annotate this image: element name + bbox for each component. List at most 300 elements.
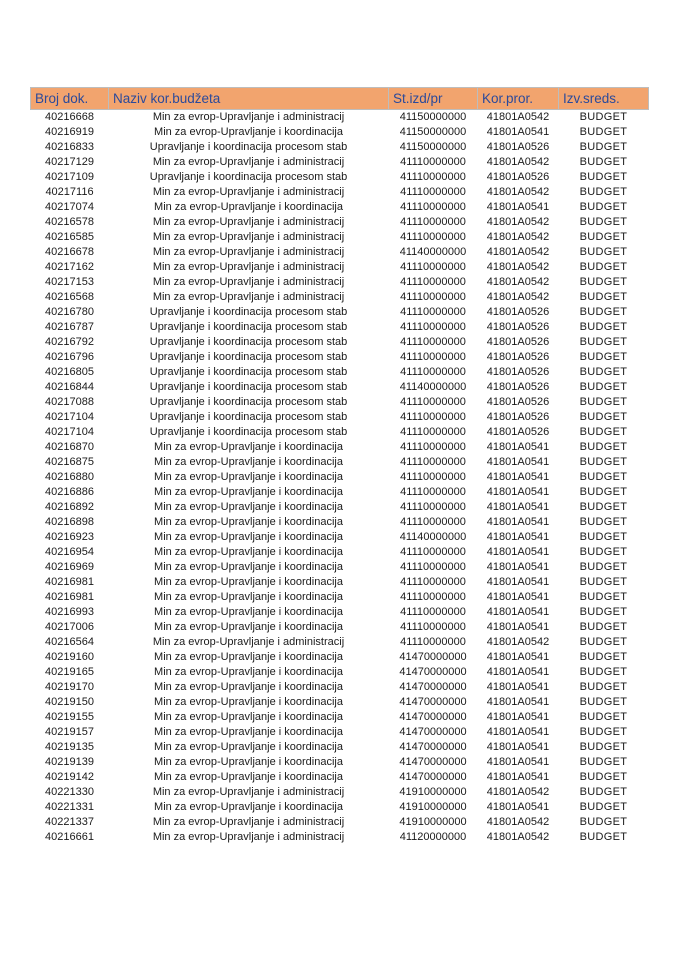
table-row[interactable]: [31, 560, 649, 575]
cell-broj-dok: 40217109: [45, 171, 94, 183]
cell-naziv-kor-budzeta: Min za evrop-Upravljanje i koordinacija: [154, 801, 343, 813]
cell-naziv-kor-budzeta: Min za evrop-Upravljanje i administracij: [152, 111, 345, 123]
cell-broj-dok: 40216875: [45, 456, 94, 468]
cell-naziv-kor-budzeta: Upravljanje i koordinacija procesom stab: [149, 381, 348, 393]
cell-st-izd-pr: 41140000000: [399, 246, 467, 258]
table-row[interactable]: [31, 785, 649, 800]
table-row[interactable]: [31, 335, 649, 350]
cell-broj-dok: 40216981: [45, 591, 94, 603]
cell-naziv-kor-budzeta: Upravljanje i koordinacija procesom stab: [149, 396, 348, 408]
cell-izv-sreds: BUDGET: [579, 786, 628, 798]
cell-naziv-kor-budzeta: Upravljanje i koordinacija procesom stab: [149, 411, 348, 423]
cell-naziv-kor-budzeta: Upravljanje i koordinacija procesom stab: [149, 306, 348, 318]
cell-st-izd-pr: 41110000000: [400, 201, 466, 213]
cell-izv-sreds: BUDGET: [579, 336, 628, 348]
cell-st-izd-pr: 41110000000: [400, 231, 466, 243]
cell-kor-pror: 41801A0541: [486, 576, 550, 588]
table-row[interactable]: [31, 395, 649, 410]
cell-st-izd-pr: 41110000000: [400, 186, 466, 198]
cell-kor-pror: 41801A0526: [486, 366, 550, 378]
cell-kor-pror: 41801A0541: [486, 486, 550, 498]
table-row[interactable]: [31, 200, 649, 215]
cell-izv-sreds: BUDGET: [579, 366, 628, 378]
cell-kor-pror: 41801A0541: [486, 531, 550, 543]
cell-kor-pror: 41801A0541: [486, 516, 550, 528]
cell-izv-sreds: BUDGET: [579, 486, 628, 498]
table-row[interactable]: [31, 455, 649, 470]
cell-izv-sreds: BUDGET: [579, 276, 628, 288]
cell-naziv-kor-budzeta: Min za evrop-Upravljanje i koordinacija: [154, 456, 343, 468]
cell-naziv-kor-budzeta: Min za evrop-Upravljanje i administracij: [152, 231, 345, 243]
cell-st-izd-pr: 41150000000: [399, 126, 467, 138]
cell-kor-pror: 41801A0526: [486, 351, 550, 363]
table-row[interactable]: [31, 425, 649, 440]
budget-documents-table: [30, 87, 649, 845]
table-row[interactable]: [31, 500, 649, 515]
cell-izv-sreds: BUDGET: [579, 831, 628, 843]
cell-broj-dok: 40216787: [45, 321, 94, 333]
column-header-naziv-kor-budzeta[interactable]: Naziv kor.budžeta: [109, 88, 389, 110]
cell-st-izd-pr: 41140000000: [399, 531, 467, 543]
cell-izv-sreds: BUDGET: [579, 381, 628, 393]
cell-st-izd-pr: 41470000000: [399, 681, 467, 693]
cell-izv-sreds: BUDGET: [579, 141, 628, 153]
cell-izv-sreds: BUDGET: [579, 156, 628, 168]
column-header-kor-pror[interactable]: Kor.pror.: [478, 88, 559, 110]
cell-naziv-kor-budzeta: Min za evrop-Upravljanje i koordinacija: [154, 651, 343, 663]
table-row[interactable]: [31, 275, 649, 290]
table-header-row: [31, 88, 649, 110]
cell-izv-sreds: BUDGET: [579, 396, 628, 408]
cell-st-izd-pr: 41110000000: [400, 546, 466, 558]
cell-naziv-kor-budzeta: Min za evrop-Upravljanje i koordinacija: [154, 696, 343, 708]
table-row[interactable]: [31, 305, 649, 320]
cell-st-izd-pr: 41470000000: [399, 696, 467, 708]
cell-izv-sreds: BUDGET: [579, 606, 628, 618]
cell-broj-dok: 40216796: [45, 351, 94, 363]
column-header-izv-sreds[interactable]: Izv.sreds.: [559, 88, 649, 110]
cell-kor-pror: 41801A0541: [486, 456, 550, 468]
cell-st-izd-pr: 41910000000: [399, 801, 467, 813]
cell-izv-sreds: BUDGET: [579, 216, 628, 228]
cell-kor-pror: 41801A0541: [486, 591, 550, 603]
cell-broj-dok: 40216919: [45, 126, 94, 138]
cell-izv-sreds: BUDGET: [579, 321, 628, 333]
cell-izv-sreds: BUDGET: [579, 471, 628, 483]
cell-broj-dok: 40219155: [45, 711, 94, 723]
cell-naziv-kor-budzeta: Upravljanje i koordinacija procesom stab: [149, 171, 348, 183]
cell-kor-pror: 41801A0542: [486, 186, 550, 198]
cell-st-izd-pr: 41120000000: [399, 831, 467, 843]
cell-kor-pror: 41801A0541: [486, 621, 550, 633]
cell-broj-dok: 40216886: [45, 486, 94, 498]
table-row[interactable]: [31, 215, 649, 230]
cell-izv-sreds: BUDGET: [579, 531, 628, 543]
cell-st-izd-pr: 41110000000: [400, 606, 466, 618]
cell-st-izd-pr: 41110000000: [400, 486, 466, 498]
table-row[interactable]: [31, 545, 649, 560]
table-row[interactable]: [31, 245, 649, 260]
table-row[interactable]: [31, 800, 649, 815]
cell-kor-pror: 41801A0541: [486, 471, 550, 483]
cell-kor-pror: 41801A0541: [486, 711, 550, 723]
cell-kor-pror: 41801A0541: [486, 126, 550, 138]
cell-izv-sreds: BUDGET: [579, 501, 628, 513]
cell-izv-sreds: BUDGET: [579, 186, 628, 198]
cell-naziv-kor-budzeta: Min za evrop-Upravljanje i koordinacija: [154, 561, 343, 573]
cell-st-izd-pr: 41110000000: [400, 261, 466, 273]
table-row[interactable]: [31, 830, 649, 845]
cell-izv-sreds: BUDGET: [579, 441, 628, 453]
cell-izv-sreds: BUDGET: [579, 261, 628, 273]
cell-kor-pror: 41801A0541: [486, 441, 550, 453]
cell-naziv-kor-budzeta: Upravljanje i koordinacija procesom stab: [149, 351, 348, 363]
cell-st-izd-pr: 41110000000: [400, 501, 466, 513]
cell-kor-pror: 41801A0526: [486, 396, 550, 408]
table-row[interactable]: [31, 710, 649, 725]
cell-naziv-kor-budzeta: Min za evrop-Upravljanje i administracij: [152, 156, 345, 168]
cell-naziv-kor-budzeta: Upravljanje i koordinacija procesom stab: [149, 141, 348, 153]
cell-st-izd-pr: 41110000000: [400, 306, 466, 318]
cell-broj-dok: 40216870: [45, 441, 94, 453]
cell-naziv-kor-budzeta: Min za evrop-Upravljanje i koordinacija: [154, 771, 343, 783]
table-row[interactable]: [31, 320, 649, 335]
cell-st-izd-pr: 41110000000: [400, 561, 466, 573]
cell-naziv-kor-budzeta: Min za evrop-Upravljanje i administracij: [152, 636, 345, 648]
table-row[interactable]: [31, 485, 649, 500]
cell-izv-sreds: BUDGET: [579, 171, 628, 183]
cell-st-izd-pr: 41110000000: [400, 516, 466, 528]
cell-broj-dok: 40219139: [45, 756, 94, 768]
cell-naziv-kor-budzeta: Min za evrop-Upravljanje i koordinacija: [154, 741, 343, 753]
table-header: [31, 88, 649, 110]
table-row[interactable]: [31, 470, 649, 485]
cell-izv-sreds: BUDGET: [579, 681, 628, 693]
cell-st-izd-pr: 41150000000: [399, 141, 467, 153]
cell-st-izd-pr: 41110000000: [400, 636, 466, 648]
cell-kor-pror: 41801A0541: [486, 501, 550, 513]
cell-izv-sreds: BUDGET: [579, 111, 628, 123]
cell-izv-sreds: BUDGET: [579, 291, 628, 303]
table-row[interactable]: [31, 620, 649, 635]
cell-kor-pror: 41801A0542: [486, 816, 550, 828]
cell-izv-sreds: BUDGET: [579, 561, 628, 573]
cell-izv-sreds: BUDGET: [579, 231, 628, 243]
cell-st-izd-pr: 41110000000: [400, 291, 466, 303]
cell-broj-dok: 40221337: [45, 816, 94, 828]
cell-naziv-kor-budzeta: Min za evrop-Upravljanje i koordinacija: [154, 756, 343, 768]
cell-st-izd-pr: 41110000000: [400, 411, 466, 423]
cell-naziv-kor-budzeta: Min za evrop-Upravljanje i koordinacija: [154, 711, 343, 723]
cell-izv-sreds: BUDGET: [579, 651, 628, 663]
cell-kor-pror: 41801A0542: [486, 786, 550, 798]
cell-broj-dok: 40217116: [45, 186, 94, 198]
cell-izv-sreds: BUDGET: [579, 426, 628, 438]
cell-st-izd-pr: 41110000000: [400, 336, 466, 348]
cell-broj-dok: 40216993: [45, 606, 94, 618]
table-row[interactable]: [31, 170, 649, 185]
cell-broj-dok: 40216969: [45, 561, 94, 573]
cell-st-izd-pr: 41110000000: [400, 441, 466, 453]
cell-st-izd-pr: 41910000000: [399, 816, 467, 828]
cell-st-izd-pr: 41110000000: [400, 471, 466, 483]
cell-naziv-kor-budzeta: Min za evrop-Upravljanje i koordinacija: [154, 126, 343, 138]
cell-st-izd-pr: 41110000000: [400, 276, 466, 288]
table-row[interactable]: [31, 260, 649, 275]
cell-broj-dok: 40217074: [45, 201, 94, 213]
table-row[interactable]: [31, 770, 649, 785]
cell-kor-pror: 41801A0541: [486, 801, 550, 813]
cell-kor-pror: 41801A0541: [486, 561, 550, 573]
cell-broj-dok: 40216805: [45, 366, 94, 378]
table-row[interactable]: [31, 695, 649, 710]
table-row[interactable]: [31, 290, 649, 305]
table-row[interactable]: [31, 575, 649, 590]
cell-naziv-kor-budzeta: Min za evrop-Upravljanje i koordinacija: [154, 591, 343, 603]
table-row[interactable]: [31, 605, 649, 620]
cell-naziv-kor-budzeta: Min za evrop-Upravljanje i koordinacija: [154, 516, 343, 528]
cell-naziv-kor-budzeta: Min za evrop-Upravljanje i koordinacija: [154, 546, 343, 558]
cell-broj-dok: 40216668: [45, 111, 94, 123]
cell-kor-pror: 41801A0541: [486, 651, 550, 663]
cell-naziv-kor-budzeta: Min za evrop-Upravljanje i koordinacija: [154, 681, 343, 693]
cell-izv-sreds: BUDGET: [579, 726, 628, 738]
cell-st-izd-pr: 41470000000: [399, 726, 467, 738]
cell-broj-dok: 40217006: [45, 621, 94, 633]
cell-kor-pror: 41801A0542: [486, 261, 550, 273]
cell-kor-pror: 41801A0542: [486, 636, 550, 648]
cell-naziv-kor-budzeta: Min za evrop-Upravljanje i administracij: [152, 261, 345, 273]
column-header-st-izd-pr[interactable]: St.izd/pr: [389, 88, 478, 110]
cell-naziv-kor-budzeta: Upravljanje i koordinacija procesom stab: [149, 336, 348, 348]
table-row[interactable]: [31, 515, 649, 530]
cell-broj-dok: 40219170: [45, 681, 94, 693]
cell-naziv-kor-budzeta: Min za evrop-Upravljanje i administracij: [152, 291, 345, 303]
cell-naziv-kor-budzeta: Min za evrop-Upravljanje i administracij: [152, 786, 345, 798]
cell-izv-sreds: BUDGET: [579, 411, 628, 423]
cell-naziv-kor-budzeta: Min za evrop-Upravljanje i koordinacija: [154, 471, 343, 483]
cell-broj-dok: 40217088: [45, 396, 94, 408]
table-row[interactable]: [31, 590, 649, 605]
cell-st-izd-pr: 41140000000: [399, 381, 467, 393]
cell-broj-dok: 40219160: [45, 651, 94, 663]
table-row[interactable]: [31, 665, 649, 680]
cell-naziv-kor-budzeta: Min za evrop-Upravljanje i koordinacija: [154, 666, 343, 678]
cell-naziv-kor-budzeta: Min za evrop-Upravljanje i administracij: [152, 246, 345, 258]
cell-broj-dok: 40217162: [45, 261, 94, 273]
cell-broj-dok: 40216780: [45, 306, 94, 318]
cell-st-izd-pr: 41150000000: [399, 111, 467, 123]
cell-naziv-kor-budzeta: Upravljanje i koordinacija procesom stab: [149, 426, 348, 438]
cell-broj-dok: 40219150: [45, 696, 94, 708]
cell-broj-dok: 40216981: [45, 576, 94, 588]
cell-broj-dok: 40216792: [45, 336, 94, 348]
cell-kor-pror: 41801A0526: [486, 411, 550, 423]
cell-kor-pror: 41801A0541: [486, 741, 550, 753]
cell-st-izd-pr: 41110000000: [400, 621, 466, 633]
column-header-broj-dok[interactable]: Broj dok.: [31, 88, 109, 110]
cell-kor-pror: 41801A0526: [486, 336, 550, 348]
cell-broj-dok: 40221331: [45, 801, 94, 813]
cell-naziv-kor-budzeta: Min za evrop-Upravljanje i koordinacija: [154, 621, 343, 633]
table-row[interactable]: [31, 350, 649, 365]
cell-broj-dok: 40219135: [45, 741, 94, 753]
cell-st-izd-pr: 41470000000: [399, 756, 467, 768]
cell-st-izd-pr: 41470000000: [399, 711, 467, 723]
cell-naziv-kor-budzeta: Upravljanje i koordinacija procesom stab: [149, 321, 348, 333]
cell-st-izd-pr: 41110000000: [400, 171, 466, 183]
cell-kor-pror: 41801A0526: [486, 381, 550, 393]
cell-kor-pror: 41801A0542: [486, 231, 550, 243]
cell-naziv-kor-budzeta: Min za evrop-Upravljanje i koordinacija: [154, 606, 343, 618]
cell-st-izd-pr: 41110000000: [400, 591, 466, 603]
cell-broj-dok: 40216880: [45, 471, 94, 483]
cell-naziv-kor-budzeta: Min za evrop-Upravljanje i administracij: [152, 216, 345, 228]
cell-naziv-kor-budzeta: Min za evrop-Upravljanje i administracij: [152, 831, 345, 843]
cell-izv-sreds: BUDGET: [579, 546, 628, 558]
table-row[interactable]: [31, 380, 649, 395]
cell-kor-pror: 41801A0541: [486, 756, 550, 768]
cell-izv-sreds: BUDGET: [579, 741, 628, 753]
cell-izv-sreds: BUDGET: [579, 126, 628, 138]
cell-kor-pror: 41801A0541: [486, 726, 550, 738]
cell-broj-dok: 40221330: [45, 786, 94, 798]
cell-naziv-kor-budzeta: Min za evrop-Upravljanje i koordinacija: [154, 486, 343, 498]
table-row[interactable]: [31, 440, 649, 455]
cell-broj-dok: 40216833: [45, 141, 94, 153]
table-row[interactable]: [31, 125, 649, 140]
cell-kor-pror: 41801A0526: [486, 426, 550, 438]
cell-st-izd-pr: 41110000000: [400, 426, 466, 438]
cell-broj-dok: 40216585: [45, 231, 94, 243]
cell-izv-sreds: BUDGET: [579, 576, 628, 588]
cell-kor-pror: 41801A0541: [486, 696, 550, 708]
cell-kor-pror: 41801A0541: [486, 546, 550, 558]
cell-naziv-kor-budzeta: Min za evrop-Upravljanje i administracij: [152, 276, 345, 288]
cell-broj-dok: 40217129: [45, 156, 94, 168]
cell-izv-sreds: BUDGET: [579, 621, 628, 633]
table-row[interactable]: [31, 755, 649, 770]
cell-kor-pror: 41801A0542: [486, 291, 550, 303]
cell-naziv-kor-budzeta: Upravljanje i koordinacija procesom stab: [149, 366, 348, 378]
cell-kor-pror: 41801A0542: [486, 156, 550, 168]
cell-izv-sreds: BUDGET: [579, 591, 628, 603]
table-row[interactable]: [31, 680, 649, 695]
table-row[interactable]: [31, 635, 649, 650]
cell-kor-pror: 41801A0541: [486, 201, 550, 213]
table-row[interactable]: [31, 410, 649, 425]
table-row[interactable]: [31, 230, 649, 245]
cell-izv-sreds: BUDGET: [579, 666, 628, 678]
cell-broj-dok: 40217153: [45, 276, 94, 288]
cell-naziv-kor-budzeta: Min za evrop-Upravljanje i administracij: [152, 186, 345, 198]
cell-kor-pror: 41801A0542: [486, 216, 550, 228]
cell-izv-sreds: BUDGET: [579, 456, 628, 468]
cell-kor-pror: 41801A0542: [486, 276, 550, 288]
cell-kor-pror: 41801A0541: [486, 771, 550, 783]
cell-broj-dok: 40216954: [45, 546, 94, 558]
cell-kor-pror: 41801A0542: [486, 246, 550, 258]
cell-broj-dok: 40219142: [45, 771, 94, 783]
cell-broj-dok: 40216923: [45, 531, 94, 543]
cell-izv-sreds: BUDGET: [579, 201, 628, 213]
table-row[interactable]: [31, 815, 649, 830]
cell-naziv-kor-budzeta: Min za evrop-Upravljanje i koordinacija: [154, 726, 343, 738]
table-row[interactable]: [31, 110, 649, 126]
table-row[interactable]: [31, 725, 649, 740]
cell-izv-sreds: BUDGET: [579, 246, 628, 258]
cell-st-izd-pr: 41470000000: [399, 771, 467, 783]
cell-st-izd-pr: 41110000000: [400, 456, 466, 468]
cell-broj-dok: 40216578: [45, 216, 94, 228]
cell-broj-dok: 40216568: [45, 291, 94, 303]
table-row[interactable]: [31, 140, 649, 155]
cell-broj-dok: 40216564: [45, 636, 94, 648]
cell-st-izd-pr: 41910000000: [399, 786, 467, 798]
cell-izv-sreds: BUDGET: [579, 636, 628, 648]
cell-kor-pror: 41801A0526: [486, 141, 550, 153]
cell-izv-sreds: BUDGET: [579, 816, 628, 828]
cell-kor-pror: 41801A0541: [486, 606, 550, 618]
table-body: [31, 110, 649, 846]
cell-st-izd-pr: 41110000000: [400, 216, 466, 228]
cell-izv-sreds: BUDGET: [579, 696, 628, 708]
cell-st-izd-pr: 41110000000: [400, 366, 466, 378]
table-row[interactable]: [31, 740, 649, 755]
cell-broj-dok: 40219165: [45, 666, 94, 678]
cell-broj-dok: 40216892: [45, 501, 94, 513]
cell-naziv-kor-budzeta: Min za evrop-Upravljanje i koordinacija: [154, 441, 343, 453]
cell-broj-dok: 40216844: [45, 381, 94, 393]
cell-naziv-kor-budzeta: Min za evrop-Upravljanje i koordinacija: [154, 201, 343, 213]
table-row[interactable]: [31, 185, 649, 200]
table-row[interactable]: [31, 365, 649, 380]
table-row[interactable]: [31, 530, 649, 545]
cell-izv-sreds: BUDGET: [579, 711, 628, 723]
cell-st-izd-pr: 41470000000: [399, 666, 467, 678]
cell-broj-dok: 40216898: [45, 516, 94, 528]
cell-broj-dok: 40216661: [45, 831, 94, 843]
cell-st-izd-pr: 41110000000: [400, 396, 466, 408]
table-row[interactable]: [31, 155, 649, 170]
cell-broj-dok: 40217104: [45, 426, 94, 438]
cell-kor-pror: 41801A0526: [486, 171, 550, 183]
cell-st-izd-pr: 41110000000: [400, 576, 466, 588]
cell-izv-sreds: BUDGET: [579, 516, 628, 528]
table-row[interactable]: [31, 650, 649, 665]
cell-izv-sreds: BUDGET: [579, 771, 628, 783]
cell-naziv-kor-budzeta: Min za evrop-Upravljanje i koordinacija: [154, 576, 343, 588]
cell-kor-pror: 41801A0526: [486, 306, 550, 318]
cell-naziv-kor-budzeta: Min za evrop-Upravljanje i koordinacija: [154, 531, 343, 543]
cell-kor-pror: 41801A0526: [486, 321, 550, 333]
cell-naziv-kor-budzeta: Min za evrop-Upravljanje i koordinacija: [154, 501, 343, 513]
cell-st-izd-pr: 41110000000: [400, 351, 466, 363]
cell-kor-pror: 41801A0542: [486, 831, 550, 843]
cell-kor-pror: 41801A0542: [486, 111, 550, 123]
cell-broj-dok: 40216678: [45, 246, 94, 258]
cell-izv-sreds: BUDGET: [579, 351, 628, 363]
cell-broj-dok: 40219157: [45, 726, 94, 738]
cell-izv-sreds: BUDGET: [579, 756, 628, 768]
cell-kor-pror: 41801A0541: [486, 666, 550, 678]
cell-kor-pror: 41801A0541: [486, 681, 550, 693]
cell-st-izd-pr: 41110000000: [400, 321, 466, 333]
cell-st-izd-pr: 41470000000: [399, 741, 467, 753]
cell-naziv-kor-budzeta: Min za evrop-Upravljanje i administracij: [152, 816, 345, 828]
cell-izv-sreds: BUDGET: [579, 306, 628, 318]
cell-st-izd-pr: 41110000000: [400, 156, 466, 168]
